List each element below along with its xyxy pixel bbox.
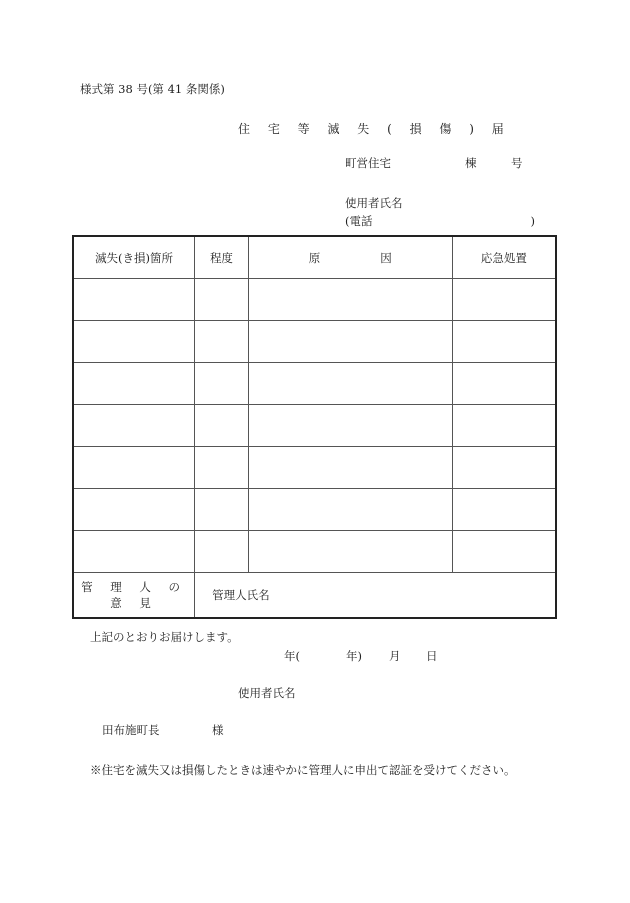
table-row bbox=[73, 363, 556, 405]
measure-cell[interactable] bbox=[452, 489, 556, 531]
table-row bbox=[73, 447, 556, 489]
cause-cell[interactable] bbox=[248, 447, 452, 489]
header-emergency-measure: 応急処置 bbox=[452, 236, 556, 279]
cause-cell[interactable] bbox=[248, 531, 452, 573]
degree-cell[interactable] bbox=[195, 489, 249, 531]
manager-name-label: 管理人氏名 bbox=[212, 588, 270, 602]
measure-cell[interactable] bbox=[452, 447, 556, 489]
month-label: 月 bbox=[389, 649, 401, 663]
user-name-label: 使用者氏名 bbox=[345, 196, 403, 210]
signer-name-label: 使用者氏名 bbox=[238, 686, 296, 700]
header-cause bbox=[248, 236, 452, 279]
measure-cell[interactable] bbox=[452, 363, 556, 405]
form-number: 様式第 38 号(第 41 条関係) bbox=[80, 82, 225, 96]
addressee-name: 田布施町長 bbox=[102, 723, 160, 737]
manager-name-field[interactable] bbox=[195, 573, 556, 619]
measure-cell[interactable] bbox=[452, 405, 556, 447]
phone-line bbox=[345, 212, 535, 230]
footnote: ※住宅を滅失又は損傷したときは速やかに管理人に申出て認証を受けてください。 bbox=[90, 763, 516, 777]
user-info bbox=[345, 194, 535, 230]
location-cell[interactable] bbox=[73, 363, 195, 405]
manager-opinion-label: 管 理 人 の 意 見 bbox=[73, 573, 195, 619]
location-cell[interactable] bbox=[73, 405, 195, 447]
header-cause-part1: 原 bbox=[308, 250, 321, 265]
year-close-label: 年) bbox=[346, 649, 362, 663]
damage-report-table bbox=[72, 235, 557, 619]
header-damage-location: 滅失(き損)箇所 bbox=[73, 236, 195, 279]
degree-cell[interactable] bbox=[195, 279, 249, 321]
header-degree: 程度 bbox=[195, 236, 249, 279]
degree-cell[interactable] bbox=[195, 363, 249, 405]
table-row bbox=[73, 489, 556, 531]
number-unit-label: 号 bbox=[511, 156, 523, 170]
table-row bbox=[73, 531, 556, 573]
location-cell[interactable] bbox=[73, 531, 195, 573]
measure-cell[interactable] bbox=[452, 279, 556, 321]
housing-label: 町営住宅 bbox=[345, 156, 391, 170]
degree-cell[interactable] bbox=[195, 447, 249, 489]
addressee-line bbox=[102, 722, 224, 738]
manager-opinion-row bbox=[73, 573, 556, 619]
degree-cell[interactable] bbox=[195, 405, 249, 447]
day-label: 日 bbox=[426, 649, 438, 663]
phone-label: (電話 bbox=[345, 214, 373, 228]
degree-cell[interactable] bbox=[195, 531, 249, 573]
degree-cell[interactable] bbox=[195, 321, 249, 363]
header-cause-part2: 因 bbox=[380, 250, 392, 265]
measure-cell[interactable] bbox=[452, 321, 556, 363]
cause-cell[interactable] bbox=[248, 279, 452, 321]
measure-cell[interactable] bbox=[452, 531, 556, 573]
cause-cell[interactable] bbox=[248, 321, 452, 363]
cause-cell[interactable] bbox=[248, 489, 452, 531]
table-row bbox=[73, 321, 556, 363]
submission-notice: 上記のとおりお届けします。 bbox=[90, 630, 239, 644]
table-row bbox=[73, 279, 556, 321]
cause-cell[interactable] bbox=[248, 363, 452, 405]
location-cell[interactable] bbox=[73, 489, 195, 531]
document-title: 住 宅 等 滅 失 ( 損 傷 ) 届 bbox=[238, 122, 511, 136]
table-header-row bbox=[73, 236, 556, 279]
location-cell[interactable] bbox=[73, 447, 195, 489]
honorific: 様 bbox=[212, 723, 224, 737]
phone-close-paren: ) bbox=[530, 214, 535, 228]
location-cell[interactable] bbox=[73, 279, 195, 321]
table-row bbox=[73, 405, 556, 447]
cause-cell[interactable] bbox=[248, 405, 452, 447]
year-label: 年( bbox=[284, 649, 300, 663]
location-cell[interactable] bbox=[73, 321, 195, 363]
building-unit-label: 棟 bbox=[465, 156, 477, 170]
